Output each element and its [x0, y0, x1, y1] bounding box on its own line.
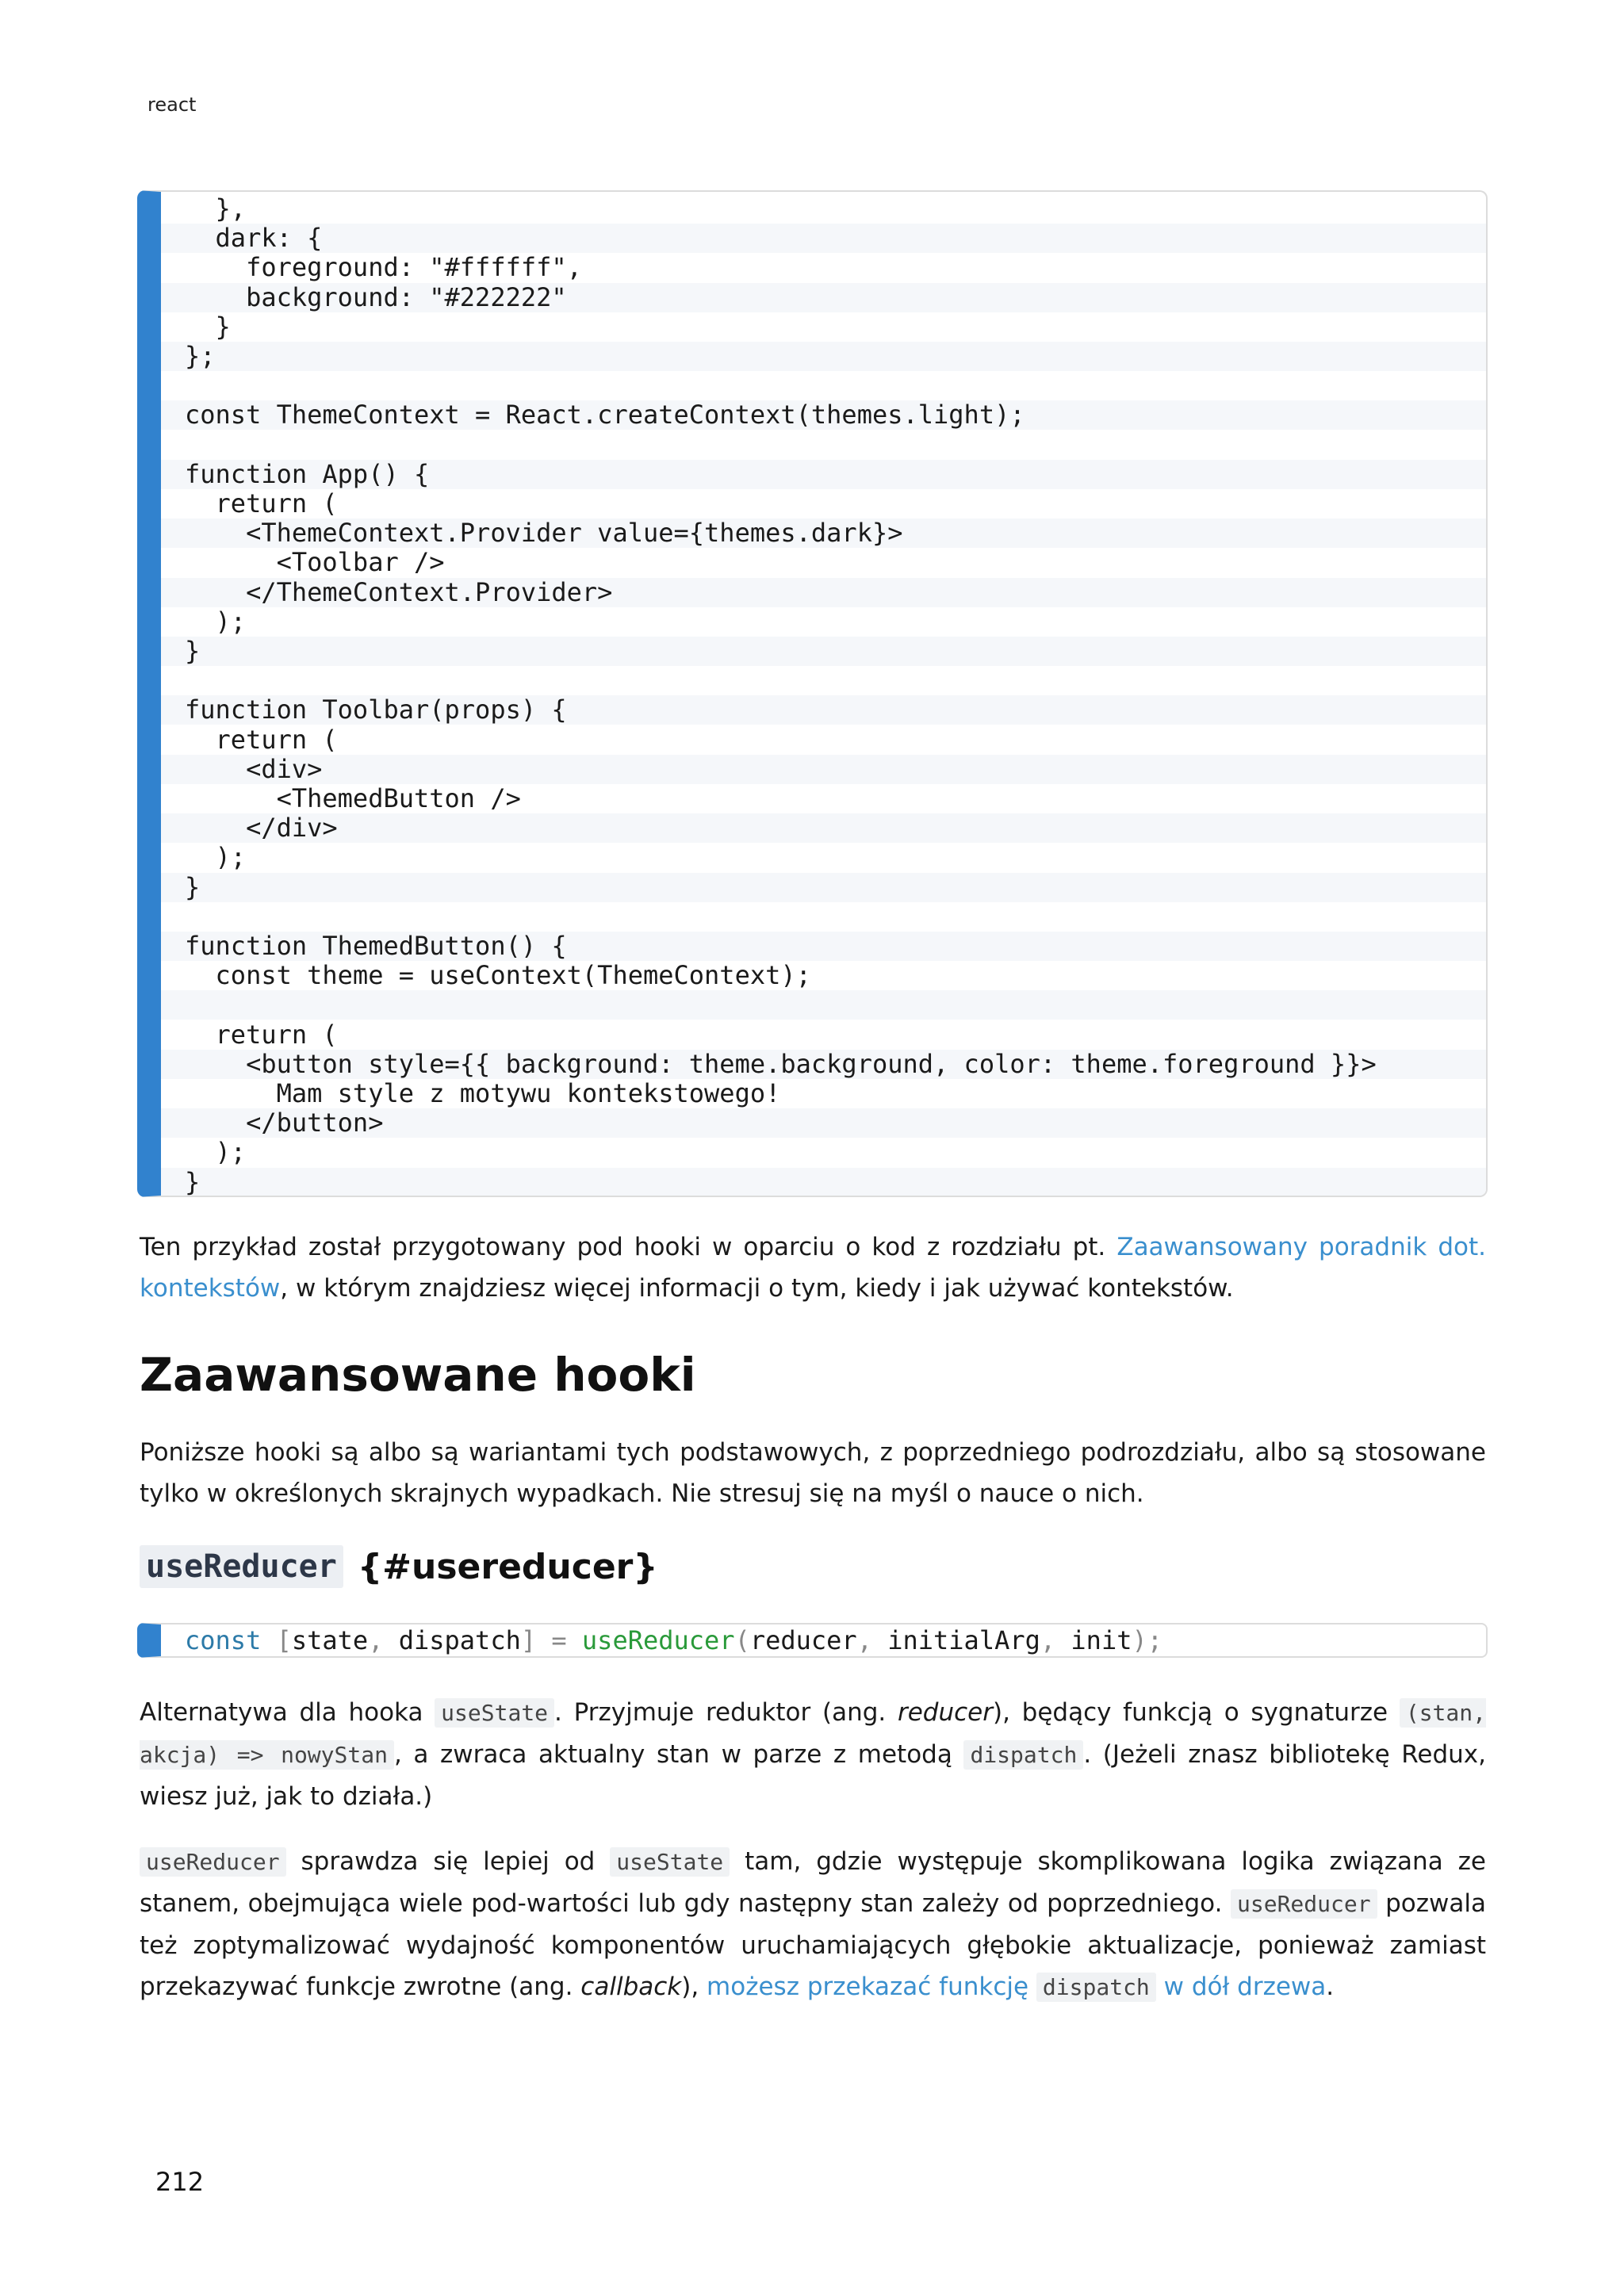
code-line: };: [161, 342, 1486, 371]
code-line: );: [185, 1137, 247, 1168]
sig-punct: =: [551, 1625, 567, 1655]
subsection-heading-anchor: {#usereducer}: [357, 1546, 658, 1587]
sig-function: useReducer: [581, 1625, 735, 1655]
code-line: );: [185, 606, 247, 637]
paragraph-text: ),: [681, 1973, 707, 2001]
advanced-context-guide-link[interactable]: Zaawansowany poradnik dot. kontekstów: [140, 1233, 1487, 1303]
sig-punct: ,: [1040, 1625, 1056, 1655]
sig-punct: );: [1132, 1625, 1162, 1655]
emphasis-text: callback: [580, 1973, 682, 2001]
paragraph-text: tam, gdzie występuje skomplikowana logika związana ze stanem, obejmująca wiele pod-wartości lub gdy następny stan zależy od poprzedniego.: [140, 1847, 1486, 1918]
code-line: );: [185, 842, 247, 873]
paragraph-text: ), będący funkcją o sygnaturze: [992, 1698, 1400, 1727]
paragraph-text: .: [1326, 1973, 1335, 2001]
emphasis-text: reducer: [897, 1698, 993, 1727]
code-line: function ThemedButton() {: [161, 932, 1486, 961]
paragraph-text: , w którym znajdziesz więcej informacji o tym, kiedy i jak używać kontekstów.: [280, 1274, 1234, 1303]
code-line: return (: [185, 724, 338, 755]
code-line: </ThemeContext.Provider>: [161, 578, 1486, 607]
sig-punct: ,: [368, 1625, 384, 1655]
paragraph-text: Alternatywa dla hooka: [140, 1698, 435, 1727]
paragraph-text: pozwala też zoptymalizować wydajność komponentów uruchamiających głębokie aktualizacje, ponieważ zamiast przekazywać funkcje zwrotne (ang.: [140, 1889, 1486, 2001]
sig-punct: (: [734, 1625, 750, 1655]
pass-dispatch-link-tail[interactable]: w dół drzewa: [1155, 1973, 1327, 2001]
code-block: [137, 190, 1488, 1197]
paragraph-text: . Przyjmuje reduktor (ang.: [554, 1698, 898, 1727]
sig-punct: ,: [856, 1625, 872, 1655]
paragraph-usereducer-desc: [140, 1692, 1486, 1817]
pass-dispatch-link[interactable]: możesz przekazać funkcję: [707, 1973, 1036, 2001]
code-line: function Toolbar(props) {: [161, 695, 1486, 725]
code-line: [161, 990, 1486, 1020]
section-heading: Zaawansowane hooki: [140, 1348, 696, 1402]
sig-keyword: const: [185, 1625, 262, 1655]
code-line: <button style={{ background: theme.background, color: theme.foreground }}>: [161, 1050, 1486, 1079]
paragraph-usereducer-when: [140, 1841, 1486, 2008]
paragraph-context-example: [140, 1226, 1486, 1309]
code-line: background: "#222222": [161, 283, 1486, 312]
sig-punct: [: [276, 1625, 292, 1655]
page-number: 212: [155, 2167, 205, 2197]
code-line: foreground: "#ffffff",: [185, 252, 582, 283]
paragraph-text: , a zwraca aktualny stan w parze z metodą: [393, 1740, 964, 1769]
code-line: }: [185, 311, 231, 342]
inline-code: (stan, akcja) => nowyStan: [140, 1700, 1486, 1768]
code-line: }: [161, 873, 1486, 902]
subsection-heading-code: useReducer: [140, 1545, 343, 1588]
paragraph-text: sprawdza się lepiej od: [285, 1847, 611, 1876]
code-line: [161, 371, 1486, 400]
section-intro: Poniższe hooki są albo są wariantami tych podstawowych, z poprzedniego podrozdziału, albo są stosowane tylko w określonych skrajnych wypadkach. Nie stresuj się na myśl o nauce o nich.: [140, 1438, 1486, 1508]
paragraph-text: . (Jeżeli znasz bibliotekę Redux, wiesz już, jak to działa.): [140, 1740, 1486, 1811]
sig-ident: reducer: [749, 1625, 857, 1655]
inline-code: useReducer: [1231, 1889, 1377, 1919]
code-line: <ThemedButton />: [185, 783, 521, 813]
inline-code: useReducer: [140, 1847, 286, 1877]
code-line: }: [161, 637, 1486, 666]
code-line: },: [185, 193, 247, 224]
inline-code: useState: [610, 1847, 730, 1877]
code-line: dark: {: [161, 224, 1486, 253]
sig-ident: initialArg: [887, 1625, 1040, 1655]
code-line: const theme = useContext(ThemeContext);: [185, 960, 811, 991]
inline-code: dispatch: [963, 1740, 1083, 1770]
sig-ident: state: [291, 1625, 369, 1655]
signature-code-block: [137, 1623, 1488, 1658]
paragraph-text: Ten przykład został przygotowany pod hooki w oparciu o kod z rozdziału pt.: [140, 1233, 1117, 1261]
code-line: </button>: [161, 1108, 1486, 1138]
code-line: [161, 666, 1486, 695]
code-line: function App() {: [161, 460, 1486, 489]
code-line: return (: [185, 1019, 338, 1050]
sig-ident: init: [1071, 1625, 1132, 1655]
code-line: <Toolbar />: [185, 547, 445, 578]
sig-ident: dispatch: [398, 1625, 521, 1655]
code-line: <ThemeContext.Provider value={themes.dark}>: [161, 519, 1486, 548]
code-line: return (: [185, 488, 338, 519]
subsection-heading: [140, 1542, 658, 1591]
code-line: const ThemeContext = React.createContext(themes.light);: [161, 400, 1486, 430]
inline-code: dispatch: [1036, 1973, 1156, 2002]
code-line: }: [161, 1168, 1486, 1197]
sig-punct: ]: [520, 1625, 537, 1655]
code-line: [161, 430, 1486, 460]
inline-code: useState: [435, 1698, 554, 1728]
running-header: react: [147, 94, 197, 116]
code-line: </div>: [161, 813, 1486, 843]
code-line: Mam style z motywu kontekstowego!: [185, 1078, 781, 1108]
code-line: [161, 902, 1486, 932]
code-line: <div>: [161, 755, 1486, 784]
